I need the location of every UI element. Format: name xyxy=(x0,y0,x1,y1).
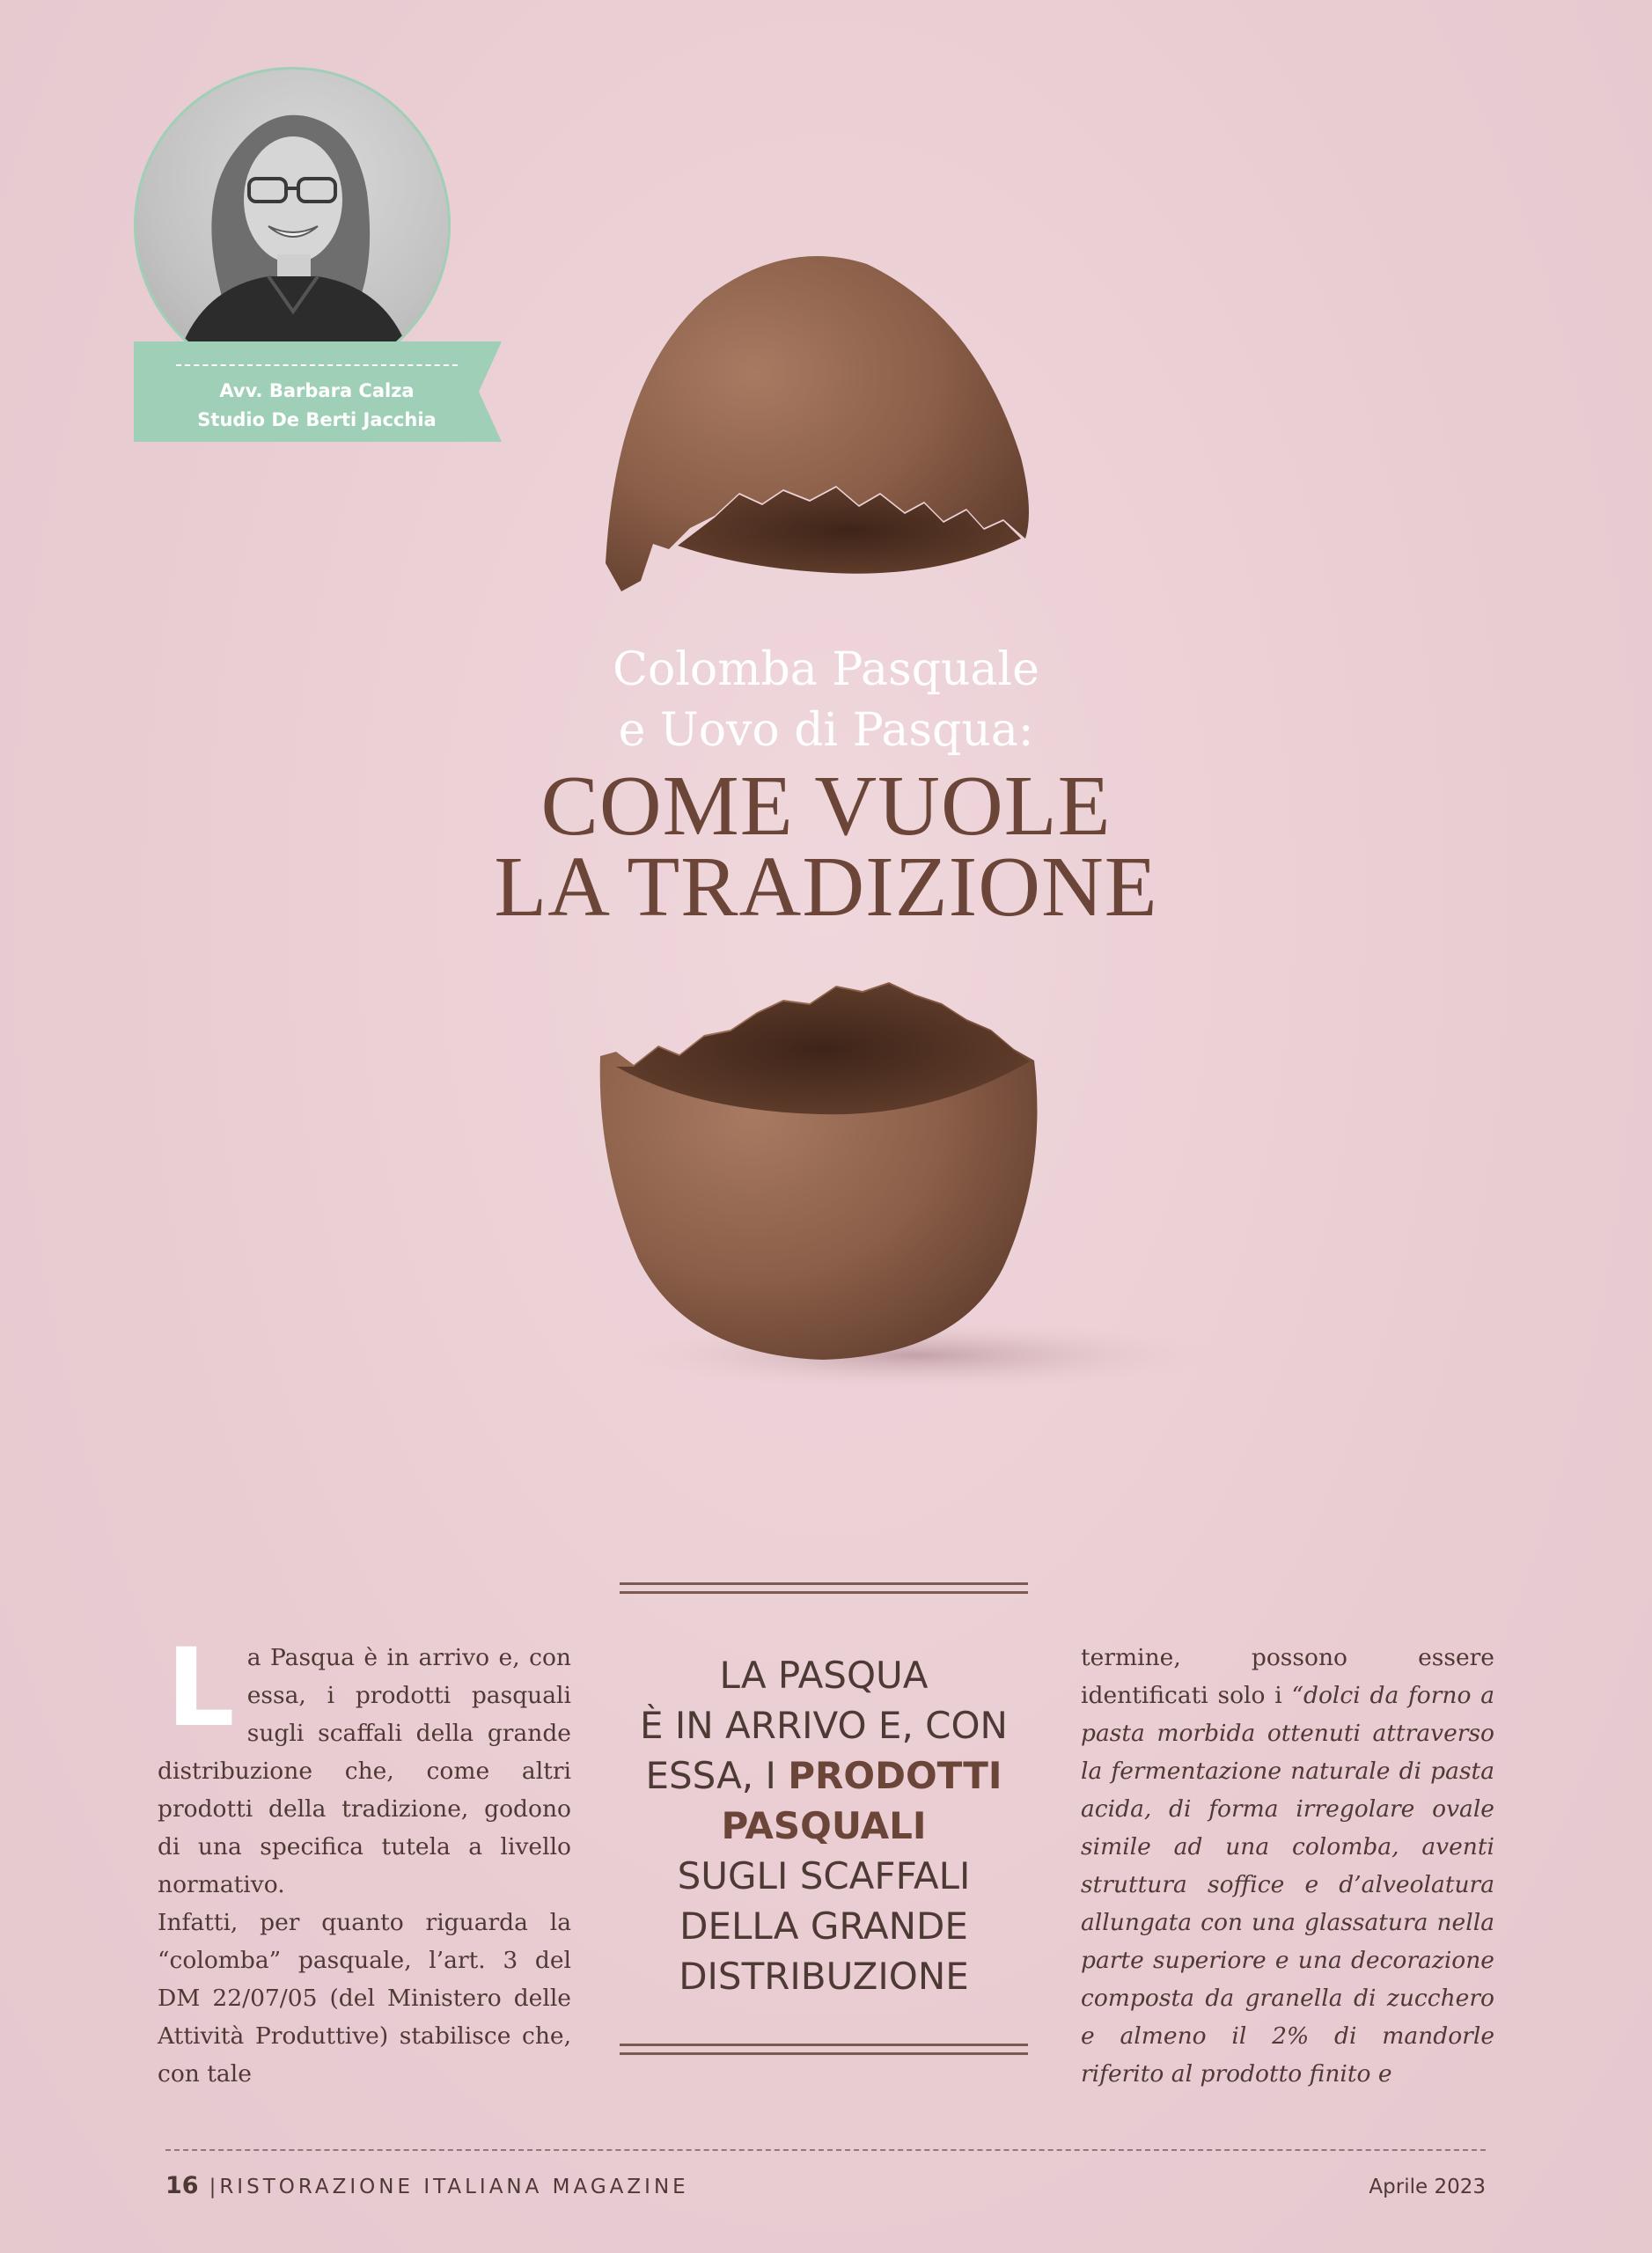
quote-line-1: LA PASQUA xyxy=(719,1654,929,1697)
author-firm: Studio De Berti Jacchia xyxy=(197,409,437,430)
article-column-left xyxy=(158,1626,571,2093)
quote-rule-top-2 xyxy=(620,1591,1028,1594)
quote-line-3-plain: ESSA, I xyxy=(645,1754,776,1797)
quote-line-4: SUGLI SCAFFALI xyxy=(677,1854,971,1897)
quote-line-bold xyxy=(616,1801,1032,1851)
quote-line-2: È IN ARRIVO E, CON xyxy=(640,1704,1008,1747)
page-number: 16 xyxy=(165,2172,199,2199)
author-name: Avv. Barbara Calza xyxy=(219,380,415,401)
publication-name: |RISTORAZIONE ITALIANA MAGAZINE xyxy=(209,2176,689,2198)
pull-quote xyxy=(616,1650,1032,2001)
drop-cap: L xyxy=(166,1626,235,1750)
quote-rule-bottom xyxy=(620,2044,1028,2046)
quote-emphasis-1: PRODOTTI xyxy=(788,1754,1002,1797)
quote-emphasis-2: PASQUALI xyxy=(721,1804,927,1847)
headline-subtitle xyxy=(475,640,1177,761)
footer-divider xyxy=(165,2149,1486,2151)
quote-rule-bottom-2 xyxy=(620,2052,1028,2055)
egg-bottom-half xyxy=(600,982,1215,1391)
quote-line-6: DISTRIBUZIONE xyxy=(679,1955,969,1998)
subtitle-line-2: e Uovo di Pasqua: xyxy=(618,704,1034,757)
article-paragraph-1 xyxy=(158,1626,571,1904)
title-line-2: LA TRADIZIONE xyxy=(494,840,1158,935)
article-paragraph-3 xyxy=(1081,1639,1494,2093)
footer-publication xyxy=(165,2172,689,2199)
quote-line-5: DELLA GRANDE xyxy=(679,1904,968,1948)
paragraph-1-text: a Pasqua è in arrivo e, con essa, i prodotti pasquali sugli scaffali della grande distribuzione che, come altri prodotti della tradizione, godono di una specifica tutela a livello normativo. xyxy=(158,1644,571,1898)
subtitle-line-1: Colomba Pasquale xyxy=(613,643,1039,696)
paragraph-3-text: termine, possono essere identificati solo i xyxy=(1081,1644,1494,1709)
headline-title xyxy=(387,759,1265,935)
article-column-right xyxy=(1081,1639,1494,2093)
article-paragraph-2: Infatti, per quanto riguarda la “colomba” pasquale, l’art. 3 del DM 22/07/05 (del Ministero delle Attività Produttive) stabilisce che, con tale xyxy=(158,1909,571,2088)
title-line-1: COME VUOLE xyxy=(540,759,1112,854)
colomba-definition-quote: “dolci da forno a pasta morbida ottenuti attraverso la fermentazione naturale di pasta acida, di forma irregolare ovale simile ad una colomba, aventi struttura soffice e d’alveolatura allungata con una glassatura nella parte superiore e una decorazione composta da granella di zucchero e almeno il 2% di mandorle riferito al prodotto finito e xyxy=(1081,1682,1494,2088)
issue-date: Aprile 2023 xyxy=(1369,2176,1486,2198)
quote-rule-top xyxy=(620,1582,1028,1585)
egg-top-half xyxy=(606,256,1029,591)
quote-line-3 xyxy=(616,1750,1032,1801)
